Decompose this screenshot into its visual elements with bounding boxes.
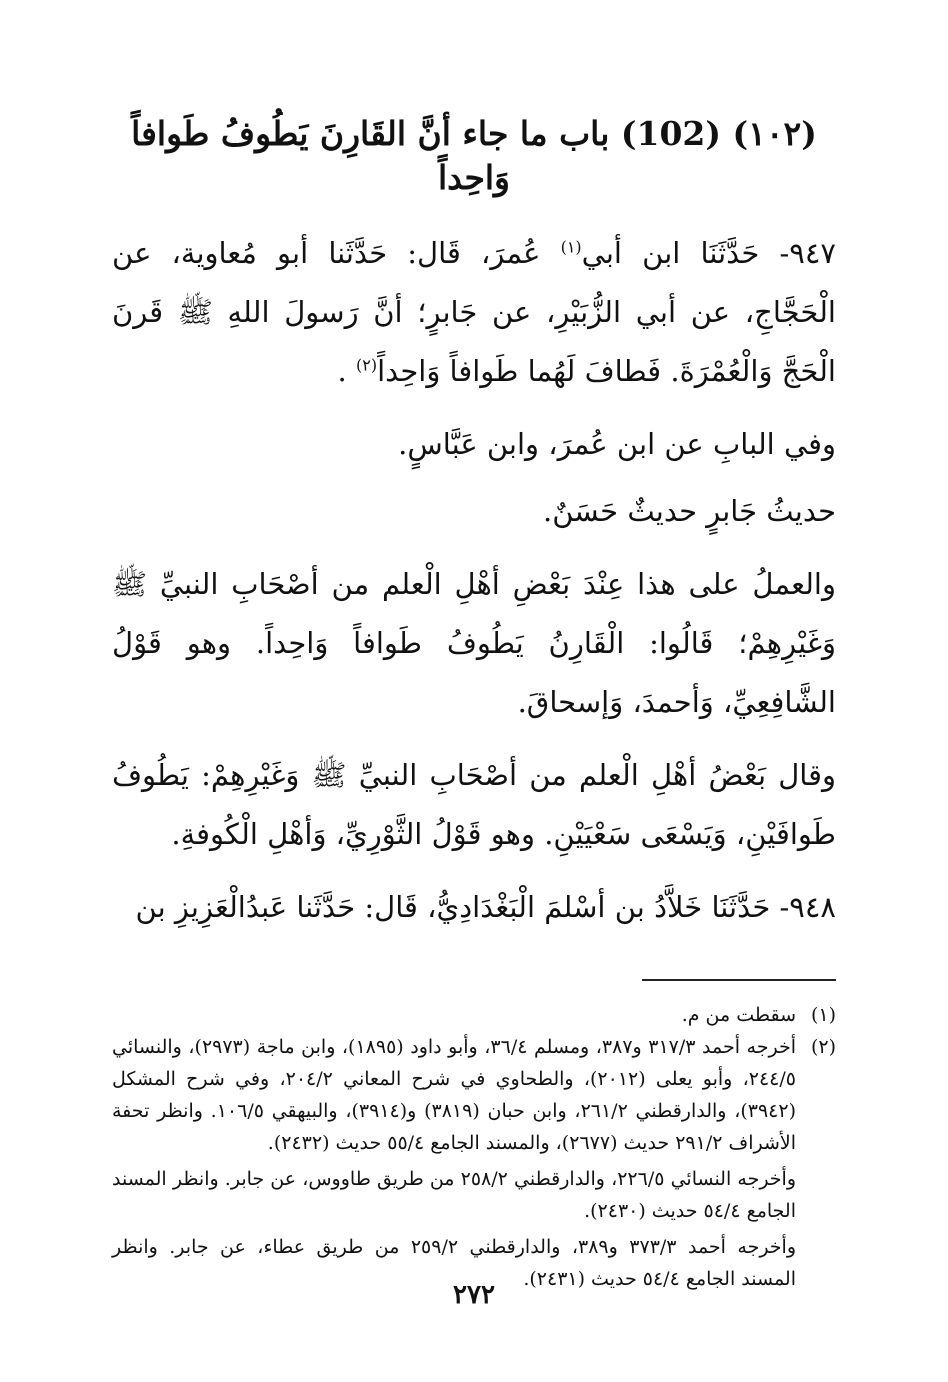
hadith-948: ٩٤٨- حَدَّثَنَا خَلاَّدُ بن أسْلمَ الْبَغْدَادِيُّ، قَال: حَدَّثَنا عَبدُالْعَزِيزِ بن — [135, 890, 836, 924]
footnote-2-continuation-1: وأخرجه النسائي ٢٢٦/٥، والدارقطني ٢٥٨/٢ من طريق طاووس، عن جابر. وانظر المسند الجامع ٥٤/٤ حديث (٢٤٣٠). — [112, 1168, 796, 1222]
page-number: ٢٧٢ — [453, 1280, 495, 1310]
fi-albab-paragraph: وفي البابِ عن ابن عُمرَ، وابن عَبَّاسٍ. — [398, 427, 836, 461]
footnote-1 — [112, 999, 836, 1031]
hadith-947-text: عُمرَ، قَال: حَدَّثَنا أبو مُعاوية، عن الْحَجَّاجِ، عن أبي الزُّبَيْرِ، عن جَابرٍ؛ أنَّ رَسولَ اللهِ ﷺ قَرنَ الْحَجَّ وَالْعُمْرَةَ. فَطافَ لَهُما طَوافاً وَاحِداً — [112, 236, 836, 388]
footnote-1-text: سقطت من م. — [681, 1004, 796, 1026]
amal-paragraph-2: وقال بَعْضُ أهْلِ الْعلم من أصْحَابِ النبيِّ ﷺ وَغَيْرِهِمْ: يَطُوفُ طَوافَيْنِ، وَيَسْعَى سَعْيَيْنِ. وهو قَوْلُ الثَّوْرِيِّ، وَأهْلِ الْكُوفةِ. — [112, 758, 837, 851]
footnote-2-text: أخرجه أحمد ٣١٧/٣ و٣٨٧، ومسلم ٣٦/٤، وأبو داود (١٨٩٥)، وابن ماجة (٢٩٧٣)، والنسائي ٢٤٤/٥، وأبو يعلى (٢٠١٢)، والطحاوي في شرح المعاني ٢٠٤/٢، وفي شرح المشكل (٣٩٤٢)، والدارقطني ٢٦١/٢، وابن حبان (٣٨١٩) و(٣٩١٤)، والبيهقي ١٠٦/٥. وانظر تحفة الأشراف ٢٩١/٢ حديث (٢٦٧٧)، والمسند الجامع ٥٥/٤ حديث (٢٤٣٢). — [112, 1036, 797, 1154]
footnote-2-continuation-2: وأخرجه أحمد ٣٧٣/٣ و٣٨٩، والدارقطني ٢٥٩/٢ من طريق عطاء، عن جابر. وانظر المسند الجامع ٥٤/٤ حديث (٢٤٣١). — [112, 1236, 797, 1290]
hadith-947-end: . — [337, 354, 356, 388]
footnote-ref-2[interactable]: (٢) — [355, 355, 378, 375]
amal-paragraph-1: والعملُ على هذا عِنْدَ بَعْضِ أهْلِ الْعلم من أصْحَابِ النبيِّ ﷺ وَغَيْرِهِمْ؛ قَالُوا: الْقَارِنُ يَطُوفُ طَوافاً وَاحِداً. وهو قَوْلُ الشَّافِعِيِّ، وَأحمدَ، وَإسحاقَ. — [112, 567, 836, 719]
footnote-1-number: (١) — [810, 1004, 836, 1026]
footnote-2-number: (٢) — [810, 1036, 836, 1058]
footnote-2 — [112, 1031, 836, 1159]
hadith-947 — [112, 224, 836, 401]
footnote-ref-1[interactable]: (١) — [560, 237, 582, 257]
hadith-947-start: ٩٤٧- حَدَّثَنَا ابن أبي — [581, 236, 836, 270]
chapter-heading: (١٠٢) (102) باب ما جاء أنَّ القَارِنَ يَطُوفُ طَوافاً وَاحِداً — [131, 114, 817, 197]
grading-paragraph: حديثُ جَابرٍ حديثٌ حَسَنٌ. — [543, 494, 836, 528]
footnote-divider — [642, 979, 836, 981]
